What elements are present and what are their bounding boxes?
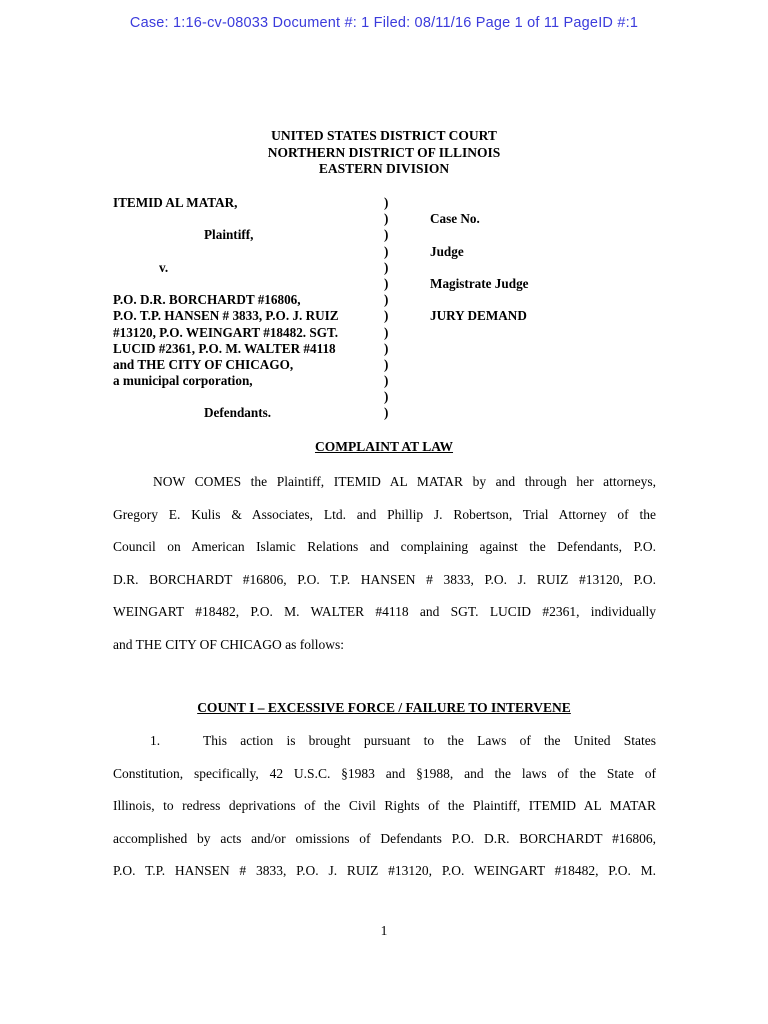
paragraph-line bbox=[113, 855, 656, 888]
caption-paren: ) bbox=[384, 243, 389, 259]
complaint-title: COMPLAINT AT LAW bbox=[314, 439, 454, 454]
caption-paren: ) bbox=[384, 292, 389, 308]
paragraph-line-text: and THE CITY OF CHICAGO as follows: bbox=[113, 636, 344, 652]
defendant-line: a municipal corporation, bbox=[113, 373, 253, 389]
defendant-line: and THE CITY OF CHICAGO, bbox=[113, 356, 294, 372]
defendant-line: P.O. T.P. HANSEN # 3833, P.O. J. RUIZ bbox=[113, 308, 339, 324]
paragraph-line-text: D.R. BORCHARDT #16806, P.O. T.P. HANSEN # 3833, P.O. J. RUIZ #13120, P.O. bbox=[113, 571, 656, 587]
court-division: EASTERN DIVISION bbox=[318, 161, 450, 176]
paragraph-line bbox=[113, 725, 656, 758]
court-heading bbox=[0, 128, 768, 178]
paragraph-1 bbox=[113, 725, 656, 888]
paragraph-line-text: Gregory E. Kulis & Associates, Ltd. and Phillip J. Robertson, Trial Attorney of the bbox=[113, 506, 656, 522]
caption-paren: ) bbox=[384, 195, 389, 210]
paragraph-line-text: This action is brought pursuant to the Laws of the United States bbox=[203, 733, 656, 748]
defendant-line: P.O. D.R. BORCHARDT #16806, bbox=[113, 292, 301, 308]
magistrate-judge-label: Magistrate Judge bbox=[430, 275, 529, 291]
paragraph-line bbox=[113, 823, 656, 856]
case-caption-parties bbox=[113, 195, 393, 422]
jury-demand-label: JURY DEMAND bbox=[430, 308, 527, 324]
paragraph-line bbox=[113, 466, 656, 499]
paragraph-line bbox=[113, 629, 656, 662]
paragraph-line-text: accomplished by acts and/or omissions of Defendants P.O. D.R. BORCHARDT #16806, bbox=[113, 830, 656, 846]
court-district: NORTHERN DISTRICT OF ILLINOIS bbox=[267, 144, 501, 160]
paragraph-line-text: P.O. T.P. HANSEN # 3833, P.O. J. RUIZ #13120, P.O. WEINGART #18482, P.O. M. bbox=[113, 863, 656, 878]
versus-label: v. bbox=[159, 259, 169, 275]
caption-paren: ) bbox=[384, 275, 389, 291]
paragraph-line bbox=[113, 758, 656, 791]
paragraph-line-text: Council on American Islamic Relations and complaining against the Defendants, P.O. bbox=[113, 539, 656, 554]
court-filing-header-stamp: Case: 1:16-cv-08033 Document #: 1 Filed: 08/11/16 Page 1 of 11 PageID #:1 bbox=[129, 15, 639, 31]
caption-paren: ) bbox=[384, 308, 389, 324]
court-name: UNITED STATES DISTRICT COURT bbox=[271, 128, 497, 143]
caption-paren: ) bbox=[384, 259, 389, 275]
plaintiff-name: ITEMID AL MATAR, bbox=[113, 195, 238, 210]
case-caption-details bbox=[430, 195, 650, 325]
paragraph-line bbox=[113, 564, 656, 597]
caption-paren: ) bbox=[384, 373, 389, 389]
defendant-line: LUCID #2361, P.O. M. WALTER #4118 bbox=[113, 340, 336, 356]
count-heading: COUNT I – EXCESSIVE FORCE / FAILURE TO INTERVENE bbox=[197, 700, 571, 715]
defendants-role: Defendants. bbox=[204, 405, 272, 421]
paragraph-line bbox=[113, 596, 656, 629]
paragraph-line-text: NOW COMES the Plaintiff, ITEMID AL MATAR by and through her attorneys, bbox=[153, 474, 656, 489]
caption-parentheses-column bbox=[384, 195, 394, 422]
paragraph-line bbox=[113, 790, 656, 823]
caption-paren: ) bbox=[384, 340, 389, 356]
caption-paren: ) bbox=[384, 405, 389, 421]
paragraph-line-text: WEINGART #18482, P.O. M. WALTER #4118 and SGT. LUCID #2361, individually bbox=[113, 604, 656, 619]
page-number: 1 bbox=[380, 923, 388, 938]
caption-paren: ) bbox=[384, 211, 389, 227]
caption-paren: ) bbox=[384, 389, 389, 405]
case-number-label: Case No. bbox=[430, 211, 480, 227]
paragraph-line bbox=[113, 499, 656, 532]
caption-paren: ) bbox=[384, 324, 389, 340]
intro-paragraph bbox=[113, 466, 656, 661]
plaintiff-role: Plaintiff, bbox=[204, 227, 254, 243]
judge-label: Judge bbox=[430, 243, 464, 259]
paragraph-line-text: Illinois, to redress deprivations of the Civil Rights of the Plaintiff, ITEMID AL MATAR bbox=[113, 798, 656, 813]
defendant-line: #13120, P.O. WEINGART #18482. SGT. bbox=[113, 324, 339, 340]
paragraph-line bbox=[113, 531, 656, 564]
caption-paren: ) bbox=[384, 227, 389, 243]
paragraph-number: 1. bbox=[150, 733, 161, 748]
paragraph-line-text: Constitution, specifically, 42 U.S.C. §1983 and §1988, and the laws of the State of bbox=[113, 765, 656, 781]
caption-paren: ) bbox=[384, 356, 389, 372]
